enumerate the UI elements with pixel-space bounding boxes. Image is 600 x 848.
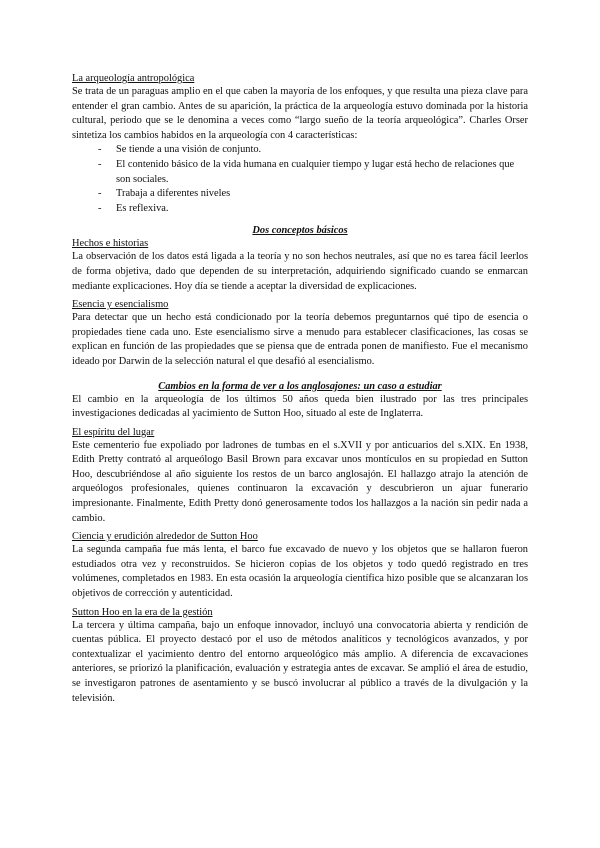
bullet-dash: - xyxy=(98,144,102,156)
subsection-title-esencia: Esencia y esencialismo xyxy=(72,299,169,311)
bullet-dash: - xyxy=(98,188,102,200)
paragraph-ciencia: La segunda campaña fue más lenta, el barco fue excavado de nuevo y los objetos que se hallaron fueron estudiados otra vez y reconstruidos. Se hicieron copias de los objetos y todo quedó registrado en tres volúmenes, completados en 1983. En esta ocasión la arqueología científica hizo posible que se alcanzaran los objetivos de corrección y autenticidad. xyxy=(72,544,528,600)
list-item-text: Se tiende a una visión de conjunto. xyxy=(116,144,262,156)
list-item-text: Es reflexiva. xyxy=(116,202,169,214)
section-title-arqueologia-antropologica: La arqueología antropológica xyxy=(72,73,195,84)
bullet-dash: - xyxy=(98,202,102,214)
subsection-title-espiritu: El espíritu del lugar xyxy=(72,426,155,438)
characteristics-list xyxy=(72,143,528,216)
paragraph-hechos: La observación de los datos está ligada a la teoría y no son hechos neutrales, así que no es tarea fácil leerlos de forma objetiva, dado que dependen de su interpretación, adquiriendo significado cuando se enmarcan mediante explicaciones. Hoy día se tiende a aceptar la diversidad de explicaciones. xyxy=(72,251,528,292)
paragraph-gestion: La tercera y última campaña, bajo un enfoque innovador, incluyó una convocatoria abierta y rendición de cuentas pública. El proyecto destacó por el uso de métodos analíticos y tecnológicos avanzados, y por contextualizar el yacimiento dentro del entorno arqueológico más amplio. A diferencia de excavaciones anteriores, se priorizó la planificación, evaluación y estrategia antes de excavar. Se amplió el área de estudio, se investigaron patrones de asentamiento y se buscó involucrar al público a través de la divulgación y la televisión. xyxy=(72,619,528,704)
list-item xyxy=(98,158,528,187)
paragraph-intro: Se trata de un paraguas amplio en el que caben la mayoría de los enfoques, y que resulta una pieza clave para entender el gran cambio. Antes de su aparición, la práctica de la arqueología estuvo dominada por la historia cultural, periodo que se le denomina a veces como “largo sueño de la teoría arqueológica”. Charles Orser sintetiza los cambios habidos en la arqueología con 4 características: xyxy=(72,86,528,141)
paragraph-esencia: Para detectar que un hecho está condicionado por la teoría debemos preguntarnos qué tipo de esencia o propiedades tiene cada uno. Este esencialismo sirve a menudo para establecer clasificaciones, las cosas se explican en función de las propiedades que se piensa que de entrada ponen de manifiesto. Fue el mecanismo ideado por Darwin de la selección natural el que desafió al esencialismo. xyxy=(72,312,528,367)
subsection-title-hechos: Hechos e historias xyxy=(72,238,149,250)
section-title-dos-conceptos: Dos conceptos básicos xyxy=(252,225,348,237)
bullet-dash: - xyxy=(98,158,102,170)
list-item xyxy=(98,202,528,217)
list-item-text: Trabaja a diferentes niveles xyxy=(116,188,231,200)
list-item-text: El contenido básico de la vida humana en cualquier tiempo y lugar está hecho de relaciones que son sociales. xyxy=(116,158,515,185)
paragraph-anglosajones-intro: El cambio en la arqueología de los últimos 50 años queda bien ilustrado por las tres principales investigaciones dedicadas al yacimiento de Sutton Hoo, situado al este de Inglaterra. xyxy=(72,393,528,420)
list-item xyxy=(98,187,528,202)
list-item xyxy=(98,143,528,158)
subsection-title-gestion: Sutton Hoo en la era de la gestión xyxy=(72,606,213,618)
subsection-title-ciencia: Ciencia y erudición alrededor de Sutton Hoo xyxy=(72,531,258,543)
paragraph-espiritu: Este cementerio fue expoliado por ladrones de tumbas en el s.XVII y por anticuarios del s.XIX. En 1938, Edith Pretty contrató al arqueólogo Basil Brown para excavar unos montículos en su propiedad en Sutton Hoo, descubriéndose al año siguiente los restos de un barco anglosajón. El hallazgo atrajo la atención de arqueólogos profesionales, quienes continuaron la excavación y descubrieron un ajuar funerario impresionante. Finalmente, Edith Pretty donó generosamente todos los hallazgos a la nación sin pedir nada a cambio. xyxy=(72,439,528,524)
section-title-anglosajones: Cambios en la forma de ver a los anglosajones: un caso a estudiar xyxy=(158,380,442,392)
